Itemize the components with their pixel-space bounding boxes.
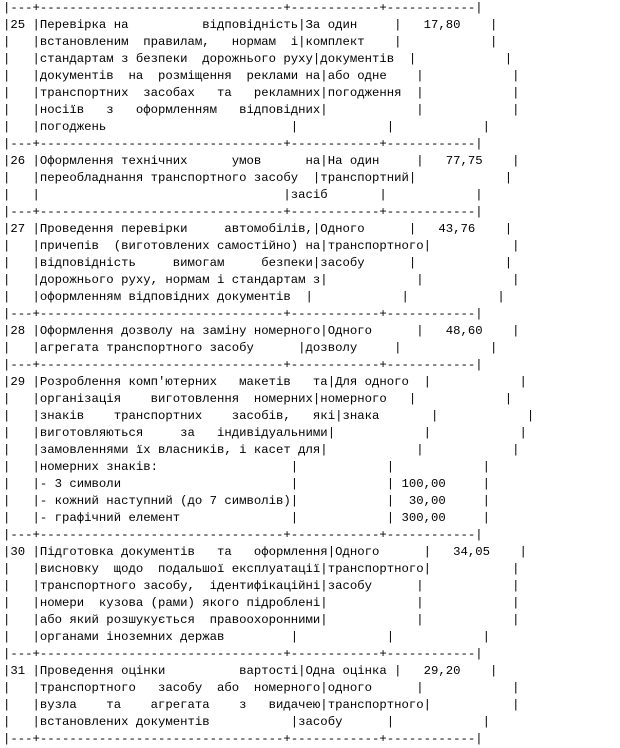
- table-row-line: | |оформленням відповідних документів | | |: [3, 290, 505, 304]
- table-row-line: |28 |Оформлення дозволу на заміну номерного|Одного | 48,60 |: [3, 324, 520, 338]
- table-row-line: | |організація виготовлення номерних|номерного | |: [3, 392, 513, 406]
- table-row-separator: |---+---------------------------------+------------+------------|: [3, 137, 483, 151]
- table-row-line: | |знаків транспортних засобів, які|знака | |: [3, 409, 535, 423]
- table-row-line: | |документів на розміщення реклами на|або одне | |: [3, 69, 520, 83]
- table-row-line: |27 |Проведення перевірки автомобілів,|Одного | 43,76 |: [3, 222, 513, 236]
- table-row-line: | |транспортного засобу, ідентифікаційні|засобу | |: [3, 579, 520, 593]
- table-row-separator: |---+---------------------------------+------------+------------|: [3, 307, 483, 321]
- table-row-line: |30 |Підготовка документів та оформлення|Одного | 34,05 |: [3, 545, 527, 559]
- table-row-line: | |встановлених документів |засобу | |: [3, 715, 491, 729]
- table-row-line: | |- 3 символи | | 100,00 |: [3, 477, 491, 491]
- table-row-line: |31 |Проведення оцінки вартості|Одна оцінка | 29,20 |: [3, 664, 498, 678]
- table-row-line: |29 |Розроблення комп'ютерних макетів та|Для одного | |: [3, 375, 527, 389]
- table-row-line: |25 |Перевірка на відповідність|За один | 17,80 |: [3, 18, 498, 32]
- table-row-separator: |---+---------------------------------+------------+------------|: [3, 528, 483, 542]
- table-row-line: | |транспортного засобу або номерного|одного | |: [3, 681, 520, 695]
- table-row-line: | | |засіб | |: [3, 188, 483, 202]
- fee-schedule-document: [3, 0, 534, 748]
- table-row-line: | |замовленнями їх власників, і касет для| | |: [3, 443, 520, 457]
- table-row-line: | |органами іноземних держав | | |: [3, 630, 491, 644]
- table-row-separator: |---+---------------------------------+------------+------------|: [3, 205, 483, 219]
- table-row-line: | |носіїв з оформленням відповідних| | |: [3, 103, 520, 117]
- table-row-line: | |або який розшукується правоохоронними| | |: [3, 613, 520, 627]
- table-row-line: | |виготовляються за індивідуальними| | |: [3, 426, 527, 440]
- table-row-separator: |---+---------------------------------+------------+------------|: [3, 358, 483, 372]
- table-row-line: | |встановленим правилам, нормам і|комплект | |: [3, 35, 498, 49]
- table-row-line: | |погоджень | | |: [3, 120, 491, 134]
- table-row-line: | |номерних знаків: | | |: [3, 460, 491, 474]
- table-row-line: |26 |Оформлення технічних умов на|На один | 77,75 |: [3, 154, 520, 168]
- table-row-line: | |дорожнього руху, нормам і стандартам з| | |: [3, 273, 520, 287]
- table-row-line: | |вузла та агрегата з видачею|транспортного| |: [3, 698, 520, 712]
- table-row-line: | |стандартам з безпеки дорожнього руху|документів | |: [3, 52, 513, 66]
- table-row-line: | |- кожний наступний (до 7 символів)| | 30,00 |: [3, 494, 491, 508]
- table-row-line: | |причепів (виготовлених самостійно) на|транспортного| |: [3, 239, 520, 253]
- table-row-line: | |агрегата транспортного засобу |дозволу | |: [3, 341, 498, 355]
- table-row-line: | |переобладнання транспортного засобу |транспортний| |: [3, 171, 513, 185]
- table-row-line: | |транспортних засобах та рекламних|погодження | |: [3, 86, 520, 100]
- table-row-line: | |висновку щодо подальшої експлуатації|транспортного| |: [3, 562, 520, 576]
- table-row-line: | |відповідність вимогам безпеки|засобу | |: [3, 256, 513, 270]
- table-row-line: | |номери кузова (рами) якого підроблені| | |: [3, 596, 520, 610]
- table-row-separator: |---+---------------------------------+------------+------------|: [3, 732, 483, 746]
- table-row-line: | |- графічний елемент | | 300,00 |: [3, 511, 491, 525]
- table-row-separator: |---+---------------------------------+------------+------------|: [3, 647, 483, 661]
- table-row-separator: |---+---------------------------------+------------+------------|: [3, 1, 483, 15]
